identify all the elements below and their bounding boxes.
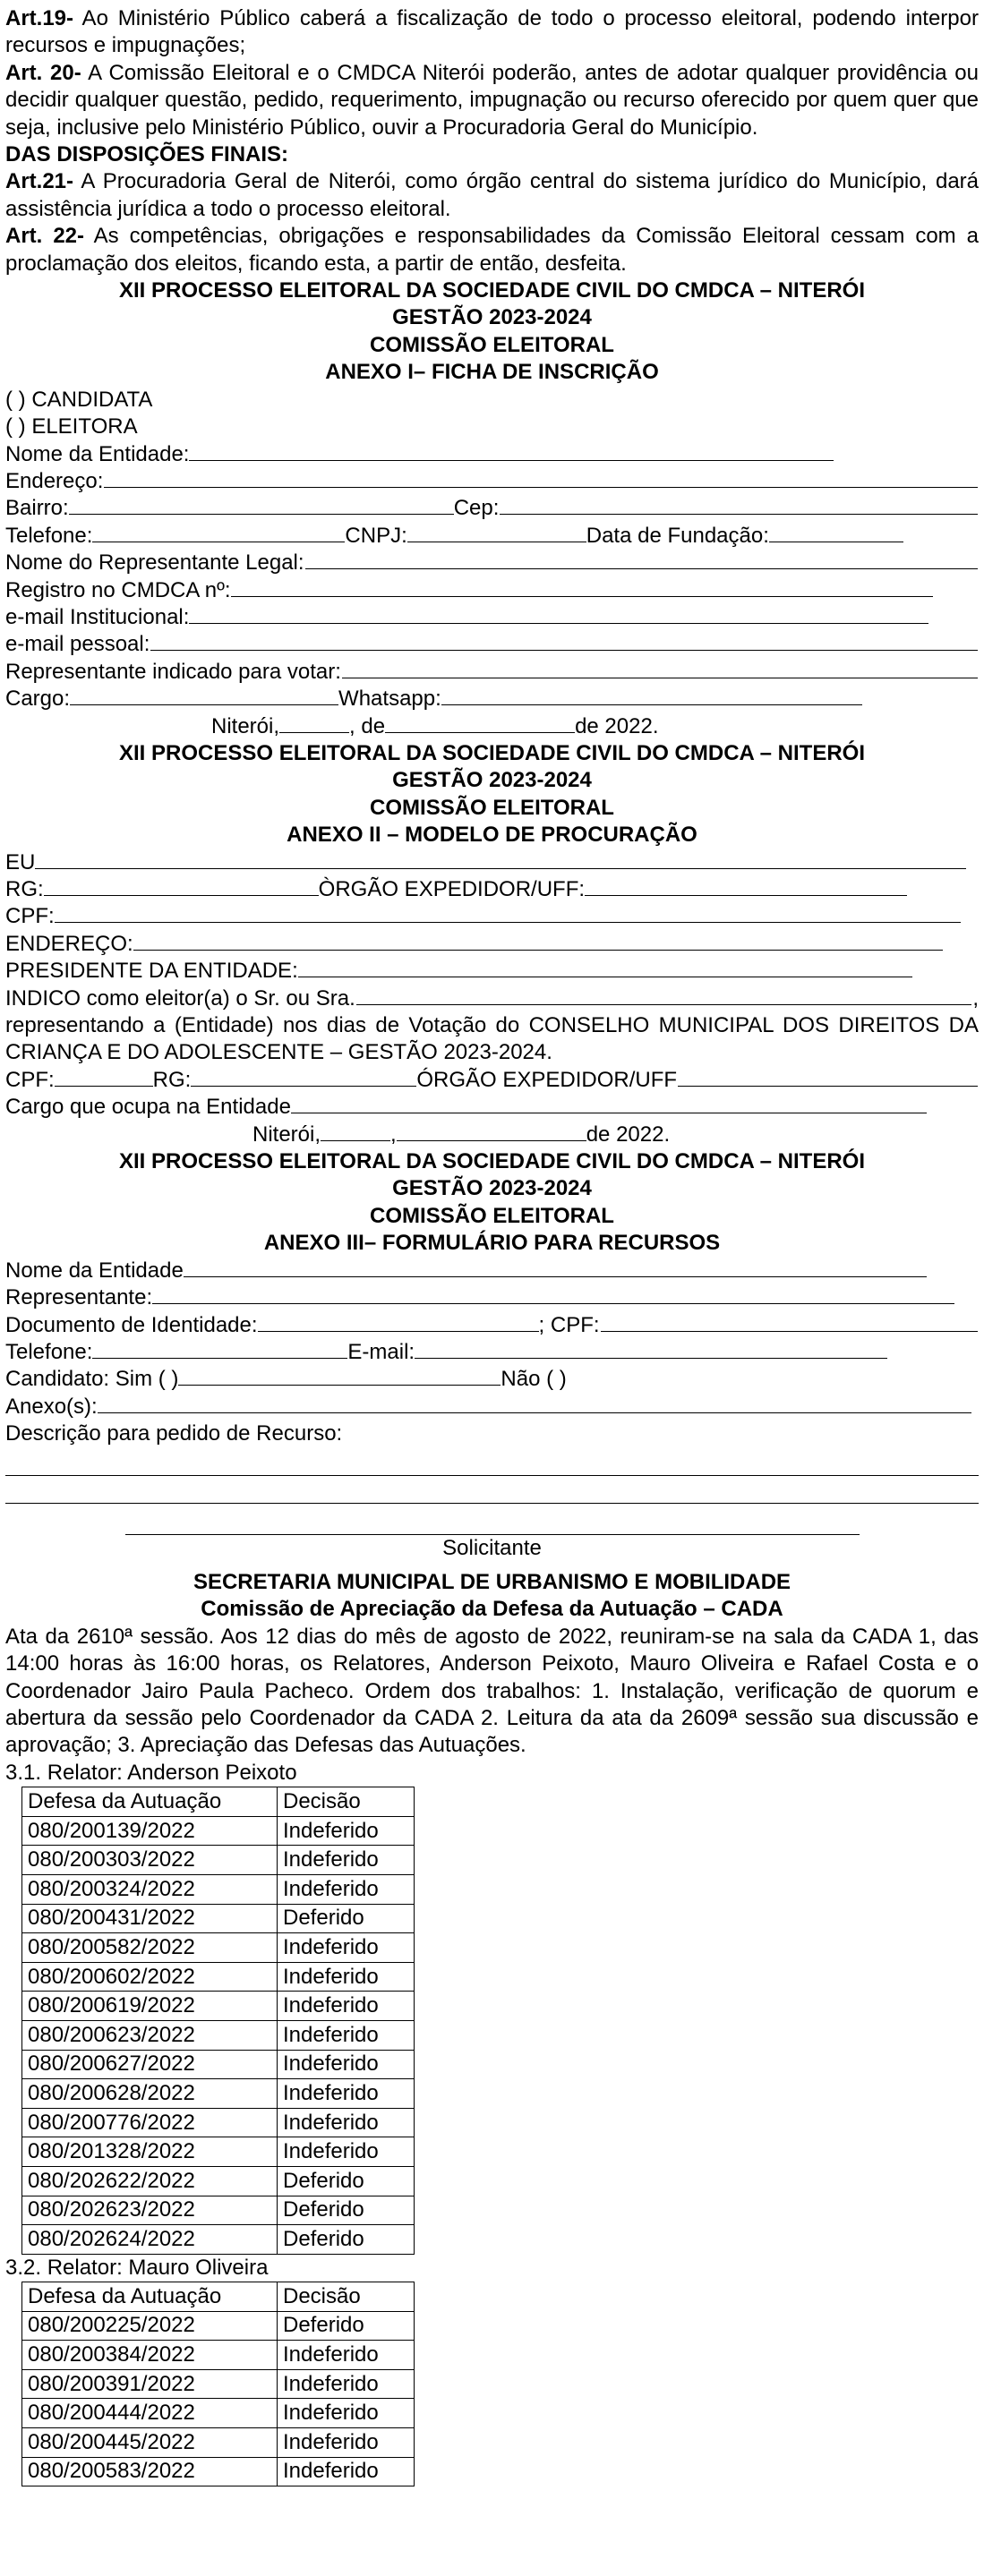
table-row	[22, 2457, 415, 2486]
field-registro	[5, 577, 979, 604]
defesa-cell: 080/200303/2022	[22, 1846, 278, 1875]
defesa-cell: 080/201328/2022	[22, 2137, 278, 2167]
field-label: ; CPF:	[538, 1312, 600, 1337]
defesa-cell: 080/200602/2022	[22, 1962, 278, 1992]
decisao-cell: Indeferido	[278, 2457, 415, 2486]
field-indico	[5, 985, 979, 1012]
field-label: EU	[5, 849, 36, 874]
field-label: Não ( )	[501, 1367, 567, 1392]
field-label: Data de Fundação:	[586, 523, 769, 548]
defesa-cell: 080/202622/2022	[22, 2166, 278, 2196]
annex2-date-line	[5, 1122, 979, 1148]
field-label: CPF:	[5, 904, 55, 929]
field-endereco	[5, 468, 979, 495]
article-22	[5, 223, 979, 277]
decisao-cell: Indeferido	[278, 2369, 415, 2399]
fill-blank	[69, 496, 454, 515]
defesa-cell: 080/200431/2022	[22, 1904, 278, 1933]
table-row	[22, 1816, 415, 1846]
table-row	[22, 2369, 415, 2399]
defesa-cell: 080/200384/2022	[22, 2341, 278, 2370]
column-header-defesa: Defesa da Autuação	[22, 2282, 278, 2312]
field-label: e-mail pessoal:	[5, 632, 150, 657]
annex3-gestao-heading: GESTÃO 2023-2024	[392, 1176, 592, 1201]
decisao-cell: Indeferido	[278, 2108, 415, 2137]
fill-blank	[133, 932, 943, 951]
field-label: Telefone:	[5, 523, 93, 548]
fill-blank	[441, 687, 862, 705]
fill-blank	[55, 904, 961, 923]
table-row	[22, 2137, 415, 2167]
fill-blank	[678, 1068, 978, 1087]
annex3-title: ANEXO III– FORMULÁRIO PARA RECURSOS	[263, 1231, 721, 1256]
field-documento-cpf	[5, 1312, 979, 1339]
defesa-cell: 080/200391/2022	[22, 2369, 278, 2399]
decisao-cell: Indeferido	[278, 2050, 415, 2079]
table-row	[22, 1962, 415, 1992]
table-row	[22, 2020, 415, 2050]
field-label: Cep:	[453, 496, 500, 521]
fill-blank	[407, 524, 586, 542]
field-label: Endereço:	[5, 468, 104, 493]
annex1-comissao-heading: COMISSÃO ELEITORAL	[370, 332, 614, 357]
fill-blank	[55, 1068, 153, 1087]
option-eleitora: ( ) ELEITORA	[5, 414, 138, 439]
annex1-process-heading: XII PROCESSO ELEITORAL DA SOCIEDADE CIVIL DO CMDCA – NITERÓI	[119, 278, 865, 303]
field-label: RG:	[152, 1067, 192, 1092]
field-label: CPF:	[5, 1067, 55, 1092]
decisao-cell: Indeferido	[278, 1992, 415, 2021]
field-label: ENDEREÇO:	[5, 931, 133, 956]
field-nome-entidade	[5, 441, 979, 468]
article-20-label: Art. 20-	[5, 60, 81, 85]
fill-blank	[769, 524, 903, 542]
table-row	[22, 2341, 415, 2370]
field-anexos	[5, 1394, 979, 1420]
fill-blank	[258, 1313, 539, 1332]
article-22-label: Art. 22-	[5, 224, 85, 249]
article-21-text: A Procuradoria Geral de Niterói, como órgão central do sistema jurídico do Município, dará assistência jurídica a todo o processo eleitoral.	[5, 169, 979, 221]
article-20	[5, 60, 979, 141]
table-row	[22, 2196, 415, 2225]
field-cargo-whatsapp	[5, 686, 979, 712]
field-eu	[5, 849, 979, 876]
field-telefone-cnpj	[5, 523, 979, 550]
field-presidente	[5, 958, 979, 985]
fill-blank	[92, 1340, 347, 1359]
column-header-defesa: Defesa da Autuação	[22, 1787, 278, 1817]
decisao-cell: Indeferido	[278, 2020, 415, 2050]
field-label: Candidato: Sim ( )	[5, 1367, 179, 1392]
field-label: ÒRGÃO EXPEDIDOR/UFF:	[318, 877, 586, 901]
decisao-cell: Indeferido	[278, 1846, 415, 1875]
article-19	[5, 5, 979, 60]
decisao-cell: Deferido	[278, 2166, 415, 2196]
defesa-cell: 080/200225/2022	[22, 2311, 278, 2341]
field-label: Nome da Entidade:	[5, 441, 190, 466]
defesa-cell: 080/200139/2022	[22, 1816, 278, 1846]
fill-blank	[415, 1340, 887, 1359]
fill-blank	[191, 1068, 416, 1087]
table-row	[22, 2225, 415, 2255]
fill-blank	[585, 877, 907, 896]
defesa-cell: 080/200444/2022	[22, 2399, 278, 2428]
decisao-cell: Indeferido	[278, 2341, 415, 2370]
field-telefone-email	[5, 1339, 979, 1366]
annex2-comissao-heading: COMISSÃO ELEITORAL	[370, 795, 614, 820]
fill-blank	[44, 877, 319, 896]
date-sep: ,	[390, 1122, 397, 1147]
annex2-gestao-heading: GESTÃO 2023-2024	[392, 768, 592, 793]
fill-blank	[231, 578, 933, 597]
field-representante-3	[5, 1284, 979, 1311]
article-22-text: As competências, obrigações e responsabilidades da Comissão Eleitoral cessam com a proclamação dos eleitos, ficando esta, a partir de então, desfeita.	[5, 224, 980, 276]
fill-blank	[279, 714, 349, 733]
annex1-date-line	[5, 713, 979, 740]
field-label: Representante:	[5, 1285, 153, 1310]
fill-blank	[35, 850, 966, 869]
fill-blank	[178, 1367, 501, 1386]
descricao-label: Descrição para pedido de Recurso:	[5, 1421, 343, 1446]
solicitante-label: Solicitante	[442, 1535, 542, 1560]
defesa-cell: 080/200619/2022	[22, 1992, 278, 2021]
secretaria-title: SECRETARIA MUNICIPAL DE URBANISMO E MOBILIDADE	[193, 1569, 791, 1594]
date-city: Niterói,	[211, 713, 280, 738]
description-line	[5, 1476, 979, 1504]
decisao-cell: Deferido	[278, 2196, 415, 2225]
fill-blank	[298, 959, 912, 977]
column-header-decisao: Decisão	[278, 1787, 415, 1817]
decisao-cell: Indeferido	[278, 1816, 415, 1846]
relator2-title: 3.2. Relator: Mauro Oliveira	[5, 2255, 269, 2280]
table-row	[22, 2428, 415, 2458]
fill-blank	[601, 1313, 978, 1332]
field-label: ,	[972, 985, 979, 1011]
fill-blank	[152, 1285, 954, 1304]
decisao-cell: Indeferido	[278, 2137, 415, 2167]
defesa-cell: 080/202623/2022	[22, 2196, 278, 2225]
decisao-cell: Indeferido	[278, 1962, 415, 1992]
fill-blank	[92, 524, 345, 542]
field-label: Telefone:	[5, 1339, 93, 1364]
field-label: RG:	[5, 877, 44, 901]
field-cargo-entidade	[5, 1094, 979, 1121]
fill-blank	[189, 605, 928, 624]
fill-blank	[150, 632, 978, 651]
table-row	[22, 2050, 415, 2079]
field-cpf	[5, 903, 979, 930]
fill-blank	[104, 469, 978, 488]
defesa-cell: 080/200623/2022	[22, 2020, 278, 2050]
decisao-cell: Indeferido	[278, 2428, 415, 2458]
field-label: Nome do Representante Legal:	[5, 550, 304, 576]
defesa-cell: 080/200324/2022	[22, 1874, 278, 1904]
article-21-label: Art.21-	[5, 169, 74, 194]
table-row	[22, 1904, 415, 1933]
relator2-table	[21, 2282, 415, 2486]
table-row	[22, 2166, 415, 2196]
field-endereco-2	[5, 931, 979, 958]
relator1-title: 3.1. Relator: Anderson Peixoto	[5, 1760, 297, 1785]
article-21	[5, 168, 979, 223]
field-label: Representante indicado para votar:	[5, 659, 341, 684]
field-representante-votar	[5, 659, 979, 686]
table-header-row	[22, 1787, 415, 1817]
article-19-label: Art.19-	[5, 6, 74, 30]
field-email-pessoal	[5, 631, 979, 658]
field-label: ÓRGÃO EXPEDIDOR/UFF	[416, 1067, 678, 1092]
field-label: Bairro:	[5, 496, 69, 521]
table-row	[22, 2108, 415, 2137]
field-label: E-mail:	[347, 1339, 415, 1364]
decisao-cell: Indeferido	[278, 1874, 415, 1904]
fill-blank	[500, 496, 978, 515]
field-label: INDICO como eleitor(a) o Sr. ou Sra.	[5, 985, 355, 1011]
description-line	[5, 1448, 979, 1476]
relator1-table	[21, 1787, 415, 2255]
defesa-cell: 080/200627/2022	[22, 2050, 278, 2079]
fill-blank	[356, 986, 972, 1005]
column-header-decisao: Decisão	[278, 2282, 415, 2312]
date-year: de 2022.	[586, 1122, 671, 1147]
fill-blank	[397, 1122, 586, 1141]
table-row	[22, 1874, 415, 1904]
defesa-cell: 080/202624/2022	[22, 2225, 278, 2255]
fill-blank	[385, 714, 575, 733]
field-label: Nome da Entidade	[5, 1258, 184, 1283]
annex1-gestao-heading: GESTÃO 2023-2024	[392, 305, 592, 330]
decisao-cell: Indeferido	[278, 2079, 415, 2109]
article-19-text: Ao Ministério Público caberá a fiscalização de todo o processo eleitoral, podendo interpor recursos e impugnações;	[5, 6, 979, 58]
annex1-title: ANEXO I– FICHA DE INSCRIÇÃO	[325, 360, 659, 385]
date-city: Niterói,	[252, 1122, 321, 1147]
table-row	[22, 1992, 415, 2021]
annex3-process-heading: XII PROCESSO ELEITORAL DA SOCIEDADE CIVIL DO CMDCA – NITERÓI	[119, 1149, 865, 1174]
defesa-cell: 080/200582/2022	[22, 1933, 278, 1963]
field-bairro-cep	[5, 495, 979, 522]
defesa-cell: 080/200583/2022	[22, 2457, 278, 2486]
field-label: Whatsapp:	[338, 687, 441, 712]
defesa-cell: 080/200776/2022	[22, 2108, 278, 2137]
decisao-cell: Deferido	[278, 2225, 415, 2255]
fill-blank	[189, 442, 834, 461]
field-nome-entidade-3	[5, 1258, 979, 1284]
signature-line	[125, 1504, 860, 1535]
field-label: Cargo:	[5, 687, 71, 712]
table-row	[22, 2399, 415, 2428]
article-20-text: A Comissão Eleitoral e o CMDCA Niterói poderão, antes de adotar qualquer providência ou decidir qualquer questão, pedido, requerimento, impugnação ou recurso oferecido por quem quer que seja, inclusive pelo Ministério Público, ouvir a Procuradoria Geral do Município.	[5, 60, 979, 140]
field-cpf-rg-orgao	[5, 1067, 979, 1094]
table-header-row	[22, 2282, 415, 2312]
date-year: de 2022.	[575, 713, 659, 738]
representando-paragraph: representando a (Entidade) nos dias de Votação do CONSELHO MUNICIPAL DOS DIREITOS DA CRIANÇA E DO ADOLESCENTE – GESTÃO 2023-2024.	[5, 1013, 979, 1065]
field-label: Cargo que ocupa na Entidade	[5, 1095, 291, 1120]
decisao-cell: Indeferido	[278, 1933, 415, 1963]
field-label: CNPJ:	[345, 523, 407, 548]
fill-blank	[321, 1122, 390, 1141]
field-label: Anexo(s):	[5, 1394, 98, 1419]
defesa-cell: 080/200628/2022	[22, 2079, 278, 2109]
field-label: Registro no CMDCA nº:	[5, 577, 231, 602]
table-row	[22, 1933, 415, 1963]
table-row	[22, 2079, 415, 2109]
field-representante-legal	[5, 550, 979, 576]
defesa-cell: 080/200445/2022	[22, 2428, 278, 2458]
fill-blank	[184, 1258, 927, 1277]
final-provisions-heading: DAS DISPOSIÇÕES FINAIS:	[5, 142, 289, 167]
table-row	[22, 1846, 415, 1875]
decisao-cell: Deferido	[278, 1904, 415, 1933]
fill-blank	[70, 687, 338, 705]
annex3-comissao-heading: COMISSÃO ELEITORAL	[370, 1203, 614, 1228]
annex2-title: ANEXO II – MODELO DE PROCURAÇÃO	[287, 823, 697, 848]
field-rg-orgao	[5, 876, 979, 903]
annex2-process-heading: XII PROCESSO ELEITORAL DA SOCIEDADE CIVIL DO CMDCA – NITERÓI	[119, 740, 865, 765]
field-label: e-mail Institucional:	[5, 604, 190, 629]
decisao-cell: Indeferido	[278, 2399, 415, 2428]
cada-subtitle: Comissão de Apreciação da Defesa da Autuação – CADA	[201, 1597, 783, 1622]
fill-blank	[342, 660, 978, 678]
fill-blank	[291, 1095, 927, 1113]
fill-blank	[305, 550, 978, 569]
field-email-institucional	[5, 604, 979, 631]
field-candidato	[5, 1366, 979, 1393]
field-label: PRESIDENTE DA ENTIDADE:	[5, 959, 298, 984]
table-row	[22, 2311, 415, 2341]
field-label: Documento de Identidade:	[5, 1312, 258, 1337]
decisao-cell: Deferido	[278, 2311, 415, 2341]
option-candidata: ( ) CANDIDATA	[5, 387, 153, 412]
fill-blank	[98, 1395, 971, 1413]
date-de: , de	[349, 713, 386, 738]
ata-paragraph: Ata da 2610ª sessão. Aos 12 dias do mês de agosto de 2022, reuniram-se na sala da CADA 1, das 14:00 horas às 16:00 horas, os Relatores, Anderson Peixoto, Mauro Oliveira e Rafael Costa e o Coordenador Jairo Paula Pacheco. Ordem dos trabalhos: 1. Instalação, verificação de quorum e abertura da sessão pelo Coordenador da CADA 2. Leitura da ata da 2609ª sessão sua discussão e aprovação; 3. Apreciação das Defesas das Autuações.	[5, 1624, 979, 1758]
